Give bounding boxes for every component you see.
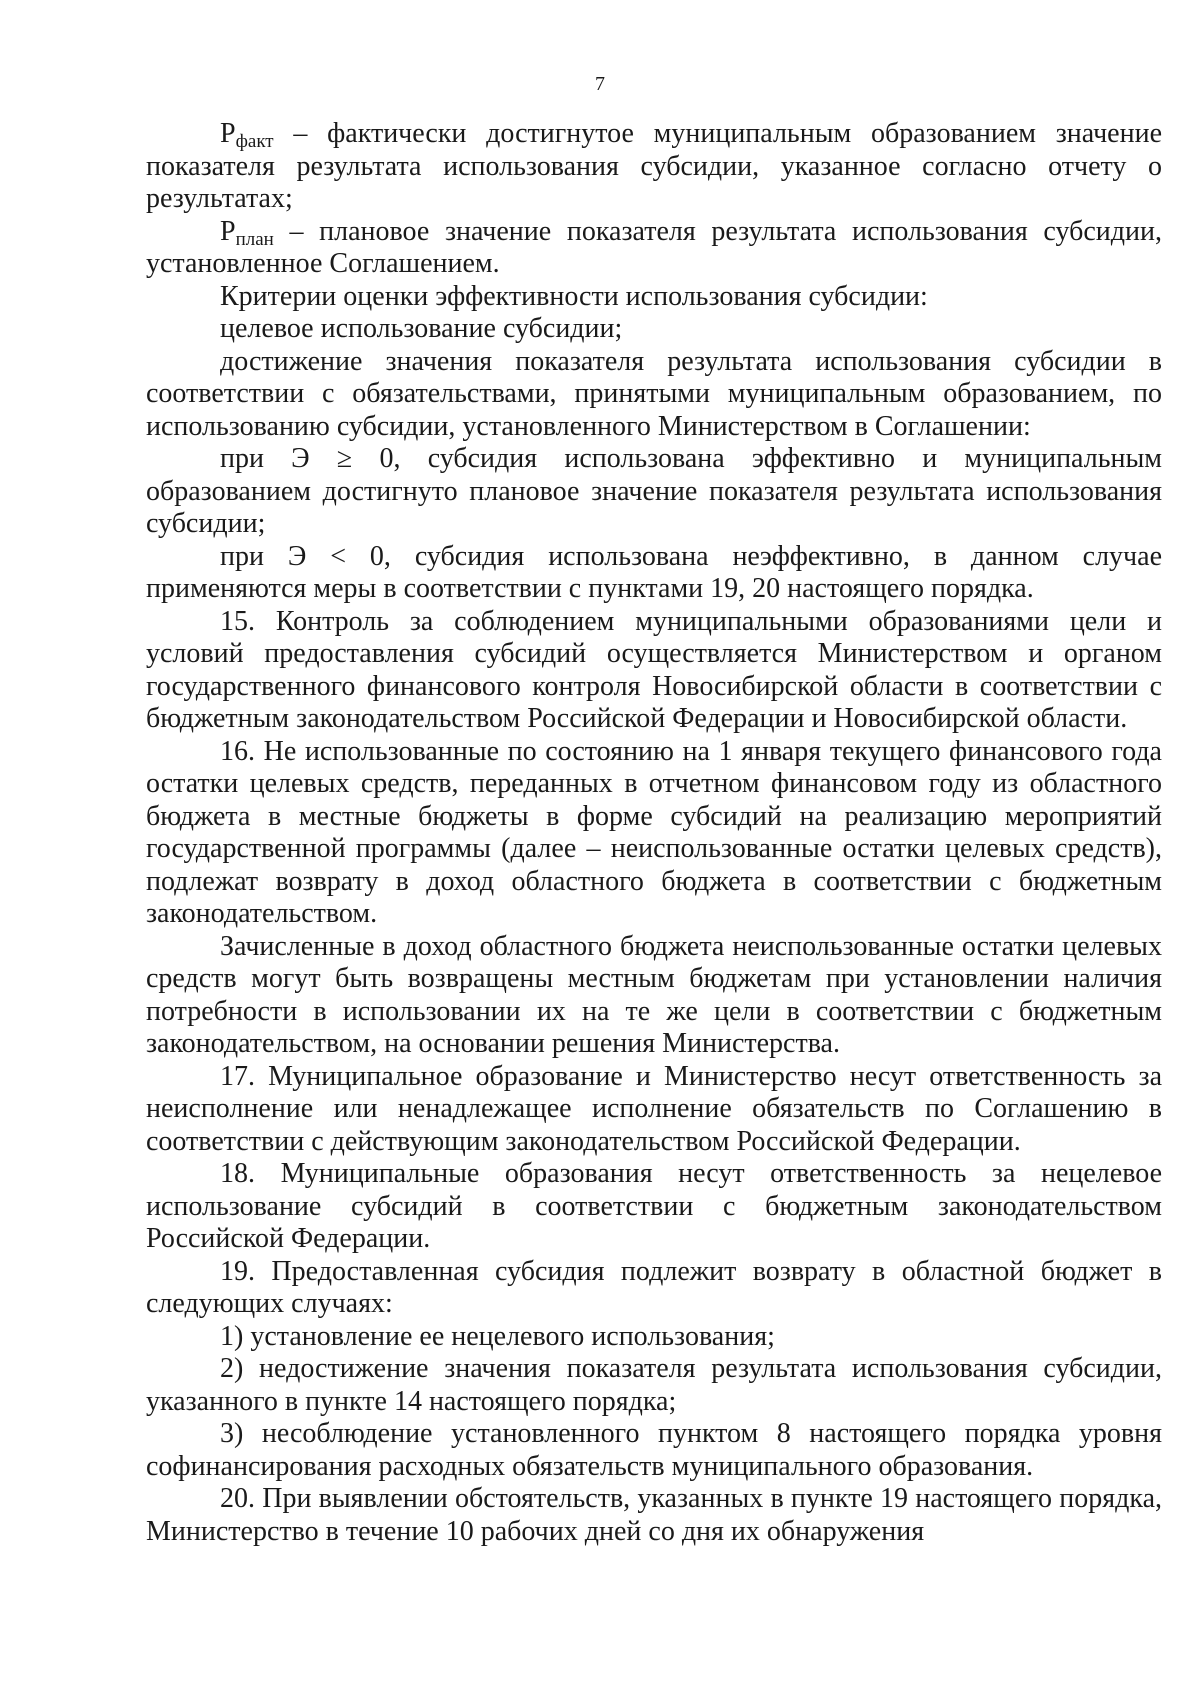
paragraph-clause-18: 18. Муниципальные образования несут ответственность за нецелевое использование субсидий в соответствии с бюджетным законодательством Российской Федерации.: [146, 1158, 1162, 1254]
formula-symbol: P: [220, 215, 236, 247]
paragraph-criterion-target-use: целевое использование субсидии;: [220, 313, 623, 344]
paragraph-p-plan: [146, 216, 1162, 281]
paragraph-clause-15: 15. Контроль за соблюдением муниципальными образованиями цели и условий предоставления субсидий осуществляется Министерством и органом государственного финансового контроля Новосибирской области в соответствии с бюджетным законодательством Российской Федерации и Новосибирской области.: [146, 605, 1162, 734]
paragraph-clause-20: 20. При выявлении обстоятельств, указанных в пункте 19 настоящего порядка, Министерство в течение 10 рабочих дней со дня их обнаружения: [146, 1483, 1162, 1547]
paragraph-clause-17: 17. Муниципальное образование и Министерство несут ответственность за неисполнение или ненадлежащее исполнение обязательств по Соглашению в соответствии с действующим законодательством Российской Федерации.: [146, 1060, 1162, 1157]
paragraph-clause-19-item-1: 1) установление ее нецелевого использования;: [220, 1320, 775, 1352]
paragraph-clause-16: 16. Не использованные по состоянию на 1 января текущего финансового года остатки целевых средств, переданных в отчетном финансовом году из областного бюджета в местные бюджеты в форме субсидий на реализацию мероприятий государственной программы (далее – неиспользованные остатки целевых средств), подлежат возврату в доход областного бюджета в соответствии с бюджетным законодательством.: [146, 735, 1162, 929]
paragraph-text: – фактически достигнутое муниципальным образованием значение показателя результата использования субсидии, указанное согласно отчету о результатах;: [146, 118, 1162, 214]
paragraph-criterion-achievement: достижение значения показателя результата использования субсидии в соответствии с обязательствами, принятыми муниципальным образованием, по использованию субсидии, установленного Министерством в Соглашении:: [146, 345, 1162, 442]
paragraph-text: – плановое значение показателя результата использования субсидии, установленное Соглашением.: [146, 215, 1162, 279]
paragraph-effective-condition: при Э ≥ 0, субсидия использована эффективно и муниципальным образованием достигнуто плановое значение показателя результата использования субсидии;: [146, 443, 1162, 539]
paragraph-p-fact: [146, 118, 1162, 216]
formula-subscript: факт: [235, 131, 274, 152]
paragraph-clause-19-item-3: 3) несоблюдение установленного пунктом 8 настоящего порядка уровня софинансирования расходных обязательств муниципального образования.: [146, 1418, 1162, 1482]
paragraph-clause-19: 19. Предоставленная субсидия подлежит возврату в областной бюджет в следующих случаях:: [146, 1255, 1162, 1319]
page-number: 7: [595, 73, 605, 95]
paragraph-criteria-heading: Критерии оценки эффективности использования субсидии:: [220, 280, 928, 312]
formula-subscript: план: [235, 228, 274, 250]
paragraph-clause-16-continued: Зачисленные в доход областного бюджета неиспользованные остатки целевых средств могут быть возвращены местным бюджетам при установлении наличия потребности в использовании их на те же цели в соответствии с бюджетным законодательством, на основании решения Министерства.: [146, 930, 1162, 1059]
paragraph-ineffective-condition: при Э < 0, субсидия использована неэффективно, в данном случае применяются меры в соответствии с пунктами 19, 20 настоящего порядка.: [146, 540, 1162, 604]
document-body: [146, 118, 1162, 1548]
paragraph-clause-19-item-2: 2) недостижение значения показателя результата использования субсидии, указанного в пункте 14 настоящего порядка;: [146, 1353, 1162, 1417]
formula-symbol: P: [220, 118, 236, 149]
